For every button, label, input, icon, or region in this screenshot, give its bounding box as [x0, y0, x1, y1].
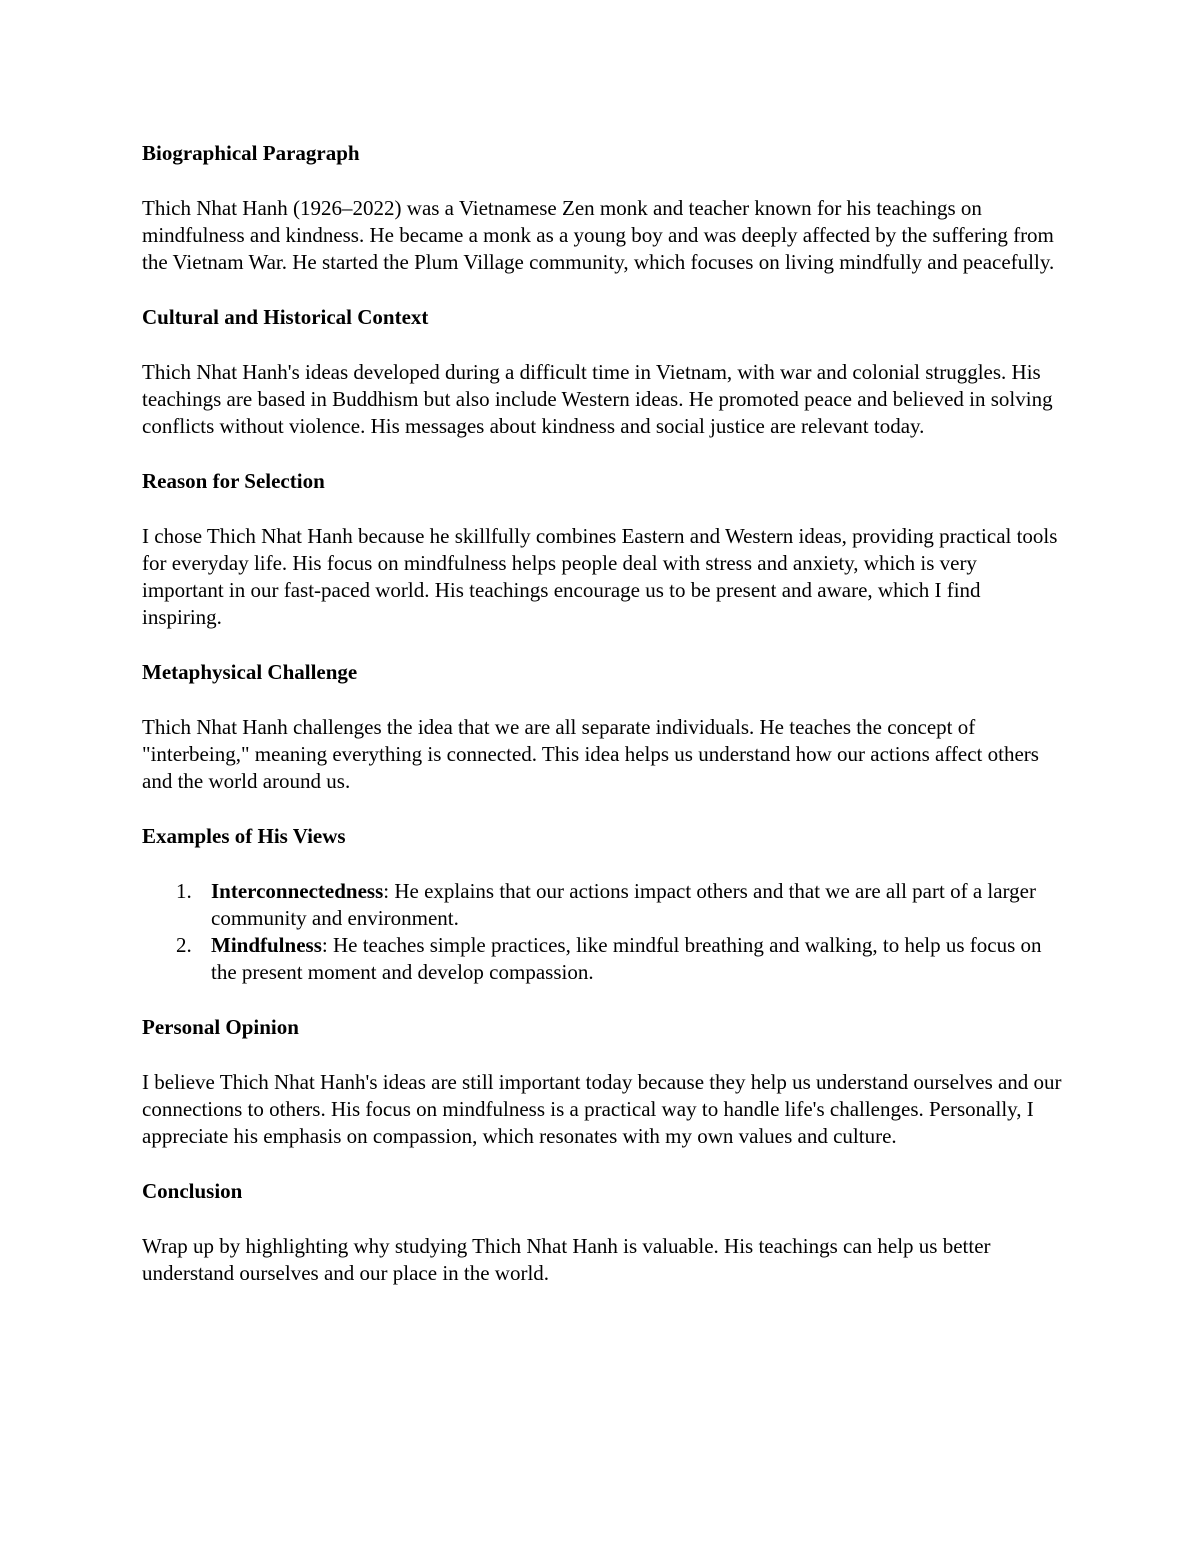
document-page	[142, 140, 1062, 1315]
section-heading-opinion: Personal Opinion	[142, 1015, 299, 1039]
section-heading-examples: Examples of His Views	[142, 824, 346, 848]
examples-list	[142, 878, 1062, 986]
list-item	[142, 878, 1062, 932]
section-heading-context: Cultural and Historical Context	[142, 305, 429, 329]
section-paragraph-reason: I chose Thich Nhat Hanh because he skillfully combines Eastern and Western ideas, providing practical tools for everyday life. His focus on mindfulness helps people deal with stress and anxiety, which is very important in our fast-paced world. His teachings encourage us to be present and aware, which I find inspiring.	[142, 524, 1058, 629]
section-paragraph-context: Thich Nhat Hanh's ideas developed during a difficult time in Vietnam, with war and colonial struggles. His teachings are based in Buddhism but also include Western ideas. He promoted peace and believed in solving conflicts without violence. His messages about kindness and social justice are relevant today.	[142, 360, 1053, 438]
list-item-number: 1.	[176, 879, 192, 903]
section-heading-reason: Reason for Selection	[142, 469, 325, 493]
section-paragraph-metaphysical: Thich Nhat Hanh challenges the idea that we are all separate individuals. He teaches the concept of "interbeing," meaning everything is connected. This idea helps us understand how our actions affect others and the world around us.	[142, 715, 1039, 793]
list-item-text: : He explains that our actions impact others and that we are all part of a larger community and environment.	[211, 879, 1036, 930]
section-heading-biographical: Biographical Paragraph	[142, 141, 360, 165]
list-item-term: Mindfulness	[211, 933, 322, 957]
list-item-term: Interconnectedness	[211, 879, 384, 903]
section-paragraph-conclusion: Wrap up by highlighting why studying Thich Nhat Hanh is valuable. His teachings can help us better understand ourselves and our place in the world.	[142, 1234, 991, 1285]
section-heading-conclusion: Conclusion	[142, 1179, 243, 1203]
section-paragraph-opinion: I believe Thich Nhat Hanh's ideas are still important today because they help us understand ourselves and our connections to others. His focus on mindfulness is a practical way to handle life's challenges. Personally, I appreciate his emphasis on compassion, which resonates with my own values and culture.	[142, 1070, 1062, 1148]
section-paragraph-biographical: Thich Nhat Hanh (1926–2022) was a Vietnamese Zen monk and teacher known for his teachings on mindfulness and kindness. He became a monk as a young boy and was deeply affected by the suffering from the Vietnam War. He started the Plum Village community, which focuses on living mindfully and peacefully.	[142, 196, 1055, 274]
list-item-number: 2.	[176, 933, 192, 957]
list-item-text: : He teaches simple practices, like mindful breathing and walking, to help us focus on the present moment and develop compassion.	[211, 933, 1042, 984]
list-item	[142, 932, 1062, 986]
section-heading-metaphysical: Metaphysical Challenge	[142, 660, 358, 684]
